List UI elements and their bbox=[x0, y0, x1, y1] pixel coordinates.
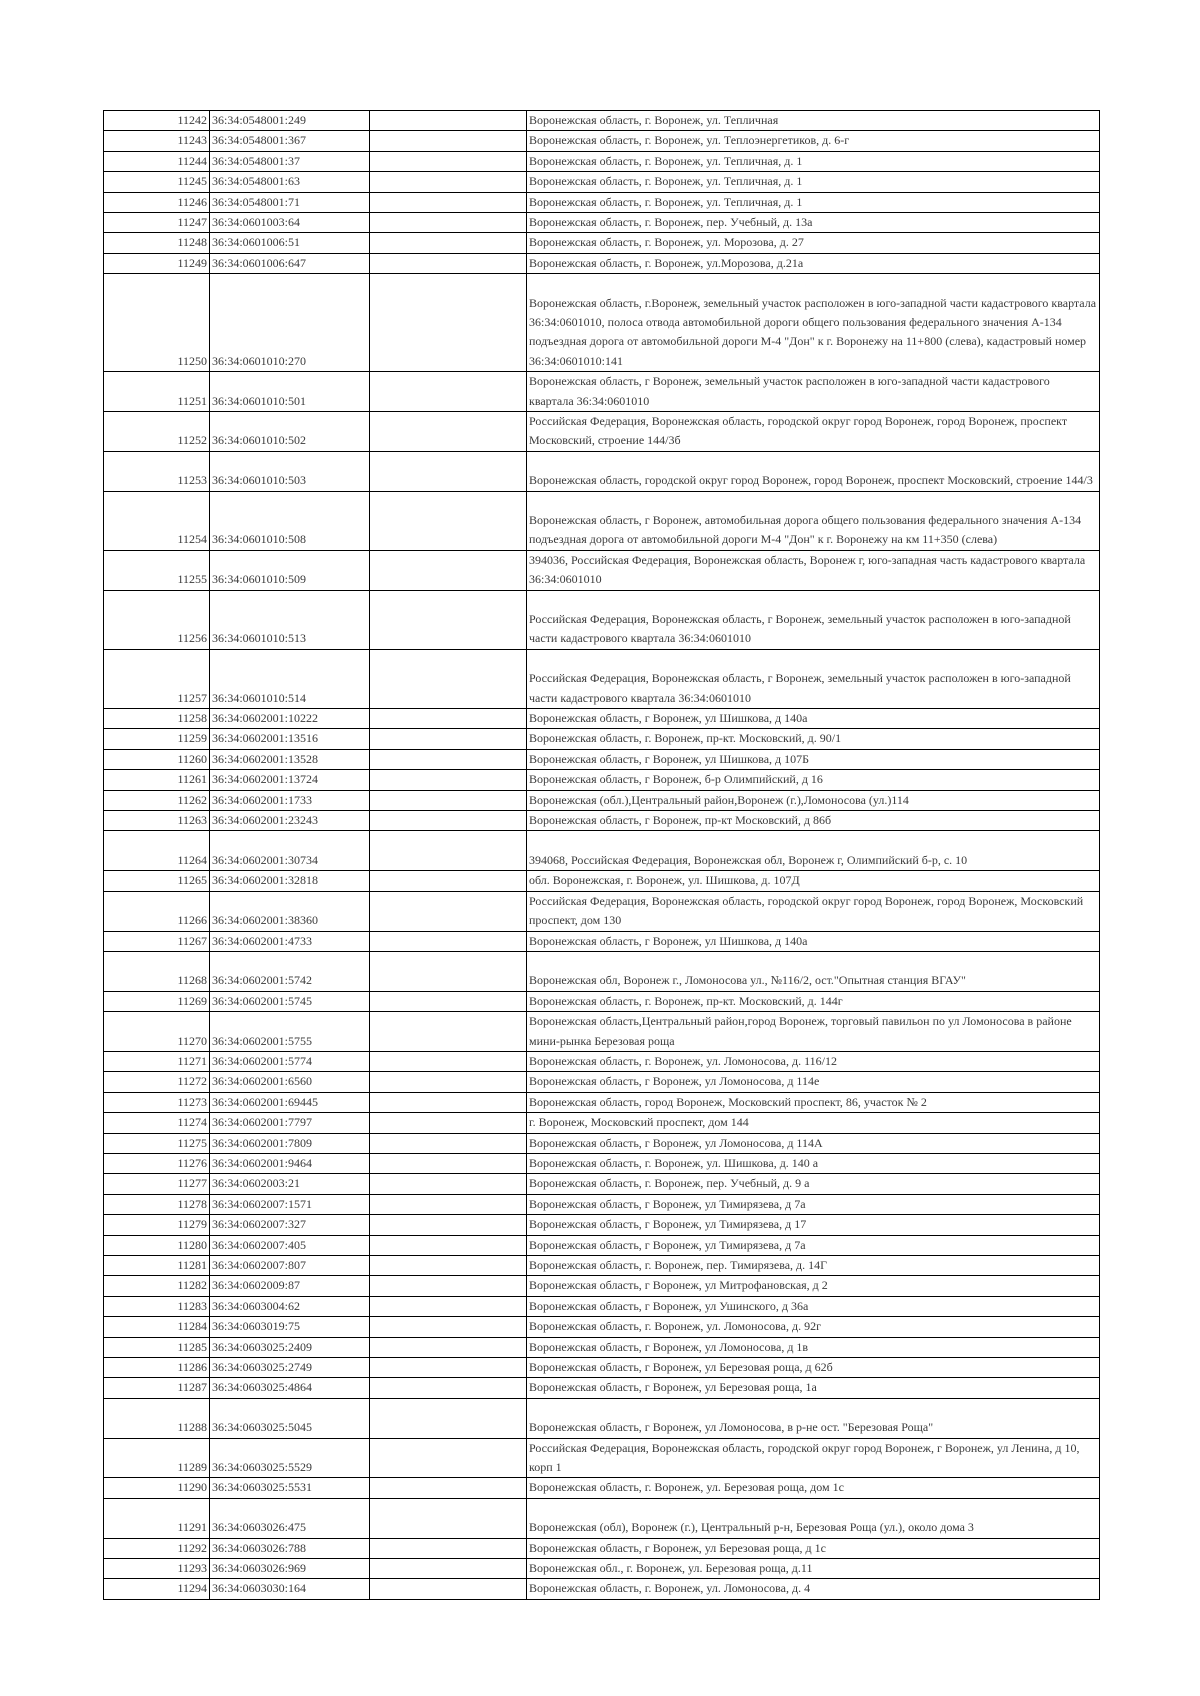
empty-cell bbox=[370, 770, 527, 790]
cadastral-number: 36:34:0602001:38360 bbox=[210, 891, 370, 931]
row-number: 11289 bbox=[104, 1438, 210, 1478]
row-number: 11284 bbox=[104, 1317, 210, 1337]
address: Воронежская область, г Воронеж, ул Митрофановская, д 2 bbox=[527, 1276, 1100, 1296]
cadastral-number: 36:34:0602001:13516 bbox=[210, 729, 370, 749]
address: Воронежская область, г. Воронеж, ул. Тепличная, д. 1 bbox=[527, 151, 1100, 171]
cadastral-number: 36:34:0603025:2409 bbox=[210, 1337, 370, 1357]
address: Воронежская область, г Воронеж, ул Тимирязева, д 7а bbox=[527, 1235, 1100, 1255]
table-row bbox=[104, 1478, 1100, 1498]
cadastral-number: 36:34:0548001:37 bbox=[210, 151, 370, 171]
address: Воронежская область, г. Воронеж, ул. Ломоносова, д. 92г bbox=[527, 1317, 1100, 1337]
table-row bbox=[104, 151, 1100, 171]
address: Воронежская (обл.),Центральный район,Воронеж (г.),Ломоносова (ул.)114 bbox=[527, 790, 1100, 810]
table-row bbox=[104, 1559, 1100, 1579]
empty-cell bbox=[370, 1276, 527, 1296]
row-number: 11268 bbox=[104, 951, 210, 991]
address: Воронежская область, г. Воронеж, ул. Шишкова, д. 140 а bbox=[527, 1153, 1100, 1173]
empty-cell bbox=[370, 372, 527, 412]
address: Воронежская область, г. Воронеж, ул. Тепличная bbox=[527, 111, 1100, 131]
table-row bbox=[104, 1337, 1100, 1357]
cadastral-number: 36:34:0601010:514 bbox=[210, 649, 370, 708]
row-number: 11290 bbox=[104, 1478, 210, 1498]
cadastral-number: 36:34:0602001:5774 bbox=[210, 1051, 370, 1071]
cadastral-number: 36:34:0603026:969 bbox=[210, 1559, 370, 1579]
cadastral-number: 36:34:0601006:51 bbox=[210, 233, 370, 253]
empty-cell bbox=[370, 1358, 527, 1378]
address: Воронежская область, г. Воронеж, ул. Тепличная, д. 1 bbox=[527, 192, 1100, 212]
empty-cell bbox=[370, 1235, 527, 1255]
cadastral-number: 36:34:0602001:10222 bbox=[210, 709, 370, 729]
address: 394036, Российская Федерация, Воронежская область, Воронеж г, юго-западная часть кадастрового квартала 36:34:0601010 bbox=[527, 550, 1100, 590]
row-number: 11263 bbox=[104, 811, 210, 831]
cadastral-number: 36:34:0601010:270 bbox=[210, 274, 370, 372]
row-number: 11287 bbox=[104, 1378, 210, 1398]
empty-cell bbox=[370, 111, 527, 131]
empty-cell bbox=[370, 1579, 527, 1599]
row-number: 11264 bbox=[104, 831, 210, 871]
table-row bbox=[104, 451, 1100, 491]
cadastral-number: 36:34:0602001:5755 bbox=[210, 1012, 370, 1052]
row-number: 11246 bbox=[104, 192, 210, 212]
cadastral-number: 36:34:0602001:69445 bbox=[210, 1092, 370, 1112]
address: Воронежская область, г Воронеж, ул Ломоносова, д 114А bbox=[527, 1133, 1100, 1153]
row-number: 11248 bbox=[104, 233, 210, 253]
cadastral-number: 36:34:0548001:71 bbox=[210, 192, 370, 212]
table-row bbox=[104, 372, 1100, 412]
address: Воронежская (обл), Воронеж (г.), Центральный р-н, Березовая Роща (ул.), около дома 3 bbox=[527, 1498, 1100, 1538]
cadastral-number: 36:34:0601010:513 bbox=[210, 590, 370, 649]
table-row bbox=[104, 1498, 1100, 1538]
address: Воронежская область, г. Воронеж, ул. Ломоносова, д. 4 bbox=[527, 1579, 1100, 1599]
table-row bbox=[104, 991, 1100, 1011]
empty-cell bbox=[370, 1215, 527, 1235]
row-number: 11293 bbox=[104, 1559, 210, 1579]
address: Воронежская область, г Воронеж, ул Ломоносова, в р-не ост. "Березовая Роща" bbox=[527, 1398, 1100, 1438]
table-row bbox=[104, 1092, 1100, 1112]
table-row bbox=[104, 709, 1100, 729]
empty-cell bbox=[370, 1538, 527, 1558]
address: Воронежская область, г Воронеж, ул Шишкова, д 107Б bbox=[527, 749, 1100, 769]
address: Воронежская область, г Воронеж, б-р Олимпийский, д 16 bbox=[527, 770, 1100, 790]
cadastral-number: 36:34:0602001:1733 bbox=[210, 790, 370, 810]
row-number: 11259 bbox=[104, 729, 210, 749]
row-number: 11255 bbox=[104, 550, 210, 590]
cadastral-number: 36:34:0602007:405 bbox=[210, 1235, 370, 1255]
empty-cell bbox=[370, 1153, 527, 1173]
cadastral-number: 36:34:0603025:2749 bbox=[210, 1358, 370, 1378]
empty-cell bbox=[370, 1296, 527, 1316]
empty-cell bbox=[370, 1133, 527, 1153]
cadastral-number: 36:34:0602009:87 bbox=[210, 1276, 370, 1296]
empty-cell bbox=[370, 1337, 527, 1357]
address: Воронежская область, г. Воронеж, ул. Морозова, д. 27 bbox=[527, 233, 1100, 253]
empty-cell bbox=[370, 131, 527, 151]
row-number: 11269 bbox=[104, 991, 210, 1011]
address: Воронежская область, г. Воронеж, ул.Морозова, д.21а bbox=[527, 253, 1100, 273]
empty-cell bbox=[370, 891, 527, 931]
row-number: 11272 bbox=[104, 1072, 210, 1092]
table-row bbox=[104, 253, 1100, 273]
table-row bbox=[104, 111, 1100, 131]
empty-cell bbox=[370, 1072, 527, 1092]
address: Воронежская область, г. Воронеж, ул. Тепличная, д. 1 bbox=[527, 172, 1100, 192]
table-row bbox=[104, 1072, 1100, 1092]
cadastral-number: 36:34:0548001:367 bbox=[210, 131, 370, 151]
cadastral-number: 36:34:0602007:1571 bbox=[210, 1194, 370, 1214]
row-number: 11256 bbox=[104, 590, 210, 649]
cadastral-number: 36:34:0602001:13528 bbox=[210, 749, 370, 769]
cadastral-number: 36:34:0601006:647 bbox=[210, 253, 370, 273]
row-number: 11245 bbox=[104, 172, 210, 192]
table-row bbox=[104, 811, 1100, 831]
document-table bbox=[103, 110, 1100, 1600]
address: Воронежская область, г Воронеж, ул Шишкова, д 140а bbox=[527, 931, 1100, 951]
empty-cell bbox=[370, 213, 527, 233]
cadastral-number: 36:34:0601010:501 bbox=[210, 372, 370, 412]
empty-cell bbox=[370, 1255, 527, 1275]
empty-cell bbox=[370, 491, 527, 550]
address: Воронежская область, г. Воронеж, пр-кт. Московский, д. 90/1 bbox=[527, 729, 1100, 749]
table-row bbox=[104, 1579, 1100, 1599]
cadastral-number: 36:34:0603019:75 bbox=[210, 1317, 370, 1337]
empty-cell bbox=[370, 1317, 527, 1337]
address: Воронежская область, г Воронеж, ул Березовая роща, д 62б bbox=[527, 1358, 1100, 1378]
address: Воронежская обл., г. Воронеж, ул. Березовая роща, д.11 bbox=[527, 1559, 1100, 1579]
cadastral-number: 36:34:0603004:62 bbox=[210, 1296, 370, 1316]
table-row bbox=[104, 790, 1100, 810]
cadastral-number: 36:34:0603026:788 bbox=[210, 1538, 370, 1558]
cadastral-number: 36:34:0603025:4864 bbox=[210, 1378, 370, 1398]
empty-cell bbox=[370, 1438, 527, 1478]
empty-cell bbox=[370, 151, 527, 171]
empty-cell bbox=[370, 412, 527, 452]
address: г. Воронеж, Московский проспект, дом 144 bbox=[527, 1113, 1100, 1133]
cadastral-number: 36:34:0602001:5745 bbox=[210, 991, 370, 1011]
table-row bbox=[104, 1378, 1100, 1398]
table-row bbox=[104, 1174, 1100, 1194]
table-row bbox=[104, 1153, 1100, 1173]
cadastral-number: 36:34:0602001:7809 bbox=[210, 1133, 370, 1153]
address: Российская Федерация, Воронежская область, городской округ город Воронеж, город Воронеж, проспект Московский, строение 144/3б bbox=[527, 412, 1100, 452]
table-row bbox=[104, 412, 1100, 452]
empty-cell bbox=[370, 811, 527, 831]
cadastral-number: 36:34:0602001:4733 bbox=[210, 931, 370, 951]
row-number: 11291 bbox=[104, 1498, 210, 1538]
empty-cell bbox=[370, 1478, 527, 1498]
empty-cell bbox=[370, 931, 527, 951]
address: Воронежская область, г Воронеж, ул Березовая роща, 1а bbox=[527, 1378, 1100, 1398]
address: Воронежская область, г. Воронеж, пер. Тимирязева, д. 14Г bbox=[527, 1255, 1100, 1275]
row-number: 11275 bbox=[104, 1133, 210, 1153]
address: обл. Воронежская, г. Воронеж, ул. Шишкова, д. 107Д bbox=[527, 871, 1100, 891]
table-row bbox=[104, 1296, 1100, 1316]
table-row bbox=[104, 729, 1100, 749]
cadastral-number: 36:34:0602007:327 bbox=[210, 1215, 370, 1235]
cadastral-number: 36:34:0601010:502 bbox=[210, 412, 370, 452]
empty-cell bbox=[370, 1378, 527, 1398]
cadastral-number: 36:34:0602001:23243 bbox=[210, 811, 370, 831]
row-number: 11282 bbox=[104, 1276, 210, 1296]
empty-cell bbox=[370, 1398, 527, 1438]
row-number: 11249 bbox=[104, 253, 210, 273]
table-row bbox=[104, 1398, 1100, 1438]
address: Воронежская область, город Воронеж, Московский проспект, 86, участок № 2 bbox=[527, 1092, 1100, 1112]
address: Воронежская обл, Воронеж г., Ломоносова ул., №116/2, ост."Опытная станция ВГАУ" bbox=[527, 951, 1100, 991]
row-number: 11261 bbox=[104, 770, 210, 790]
cadastral-number: 36:34:0602001:13724 bbox=[210, 770, 370, 790]
table-row bbox=[104, 1215, 1100, 1235]
empty-cell bbox=[370, 709, 527, 729]
table-row bbox=[104, 550, 1100, 590]
row-number: 11257 bbox=[104, 649, 210, 708]
row-number: 11292 bbox=[104, 1538, 210, 1558]
row-number: 11267 bbox=[104, 931, 210, 951]
row-number: 11274 bbox=[104, 1113, 210, 1133]
row-number: 11260 bbox=[104, 749, 210, 769]
table-row bbox=[104, 1276, 1100, 1296]
row-number: 11252 bbox=[104, 412, 210, 452]
row-number: 11288 bbox=[104, 1398, 210, 1438]
table-row bbox=[104, 233, 1100, 253]
row-number: 11270 bbox=[104, 1012, 210, 1052]
empty-cell bbox=[370, 991, 527, 1011]
empty-cell bbox=[370, 1174, 527, 1194]
row-number: 11277 bbox=[104, 1174, 210, 1194]
row-number: 11254 bbox=[104, 491, 210, 550]
cadastral-number: 36:34:0603025:5045 bbox=[210, 1398, 370, 1438]
empty-cell bbox=[370, 1498, 527, 1538]
row-number: 11285 bbox=[104, 1337, 210, 1357]
row-number: 11276 bbox=[104, 1153, 210, 1173]
row-number: 11280 bbox=[104, 1235, 210, 1255]
table-row bbox=[104, 1358, 1100, 1378]
empty-cell bbox=[370, 253, 527, 273]
table-row bbox=[104, 1235, 1100, 1255]
row-number: 11278 bbox=[104, 1194, 210, 1214]
empty-cell bbox=[370, 649, 527, 708]
cadastral-number: 36:34:0602001:5742 bbox=[210, 951, 370, 991]
table-row bbox=[104, 1255, 1100, 1275]
cadastral-number: 36:34:0603030:164 bbox=[210, 1579, 370, 1599]
row-number: 11262 bbox=[104, 790, 210, 810]
table-row bbox=[104, 213, 1100, 233]
empty-cell bbox=[370, 951, 527, 991]
row-number: 11258 bbox=[104, 709, 210, 729]
cadastral-number: 36:34:0603026:475 bbox=[210, 1498, 370, 1538]
table-row bbox=[104, 192, 1100, 212]
table-row bbox=[104, 649, 1100, 708]
row-number: 11273 bbox=[104, 1092, 210, 1112]
address: 394068, Российская Федерация, Воронежская обл, Воронеж г, Олимпийский б-р, с. 10 bbox=[527, 831, 1100, 871]
empty-cell bbox=[370, 172, 527, 192]
row-number: 11250 bbox=[104, 274, 210, 372]
empty-cell bbox=[370, 274, 527, 372]
table-row bbox=[104, 1438, 1100, 1478]
row-number: 11279 bbox=[104, 1215, 210, 1235]
address: Воронежская область, г Воронеж, автомобильная дорога общего пользования федерального значения А-134 подъездная дорога от автомобильной дороги М-4 "Дон" к г. Воронежу на км 11+350 (слева) bbox=[527, 491, 1100, 550]
table-row bbox=[104, 1133, 1100, 1153]
address: Воронежская область, городской округ город Воронеж, город Воронеж, проспект Московский, строение 144/3 bbox=[527, 451, 1100, 491]
row-number: 11244 bbox=[104, 151, 210, 171]
empty-cell bbox=[370, 831, 527, 871]
empty-cell bbox=[370, 1012, 527, 1052]
cadastral-number: 36:34:0601010:508 bbox=[210, 491, 370, 550]
row-number: 11242 bbox=[104, 111, 210, 131]
address: Воронежская область, г Воронеж, ул Тимирязева, д 17 bbox=[527, 1215, 1100, 1235]
cadastral-number: 36:34:0602001:9464 bbox=[210, 1153, 370, 1173]
table-row bbox=[104, 1538, 1100, 1558]
table-row bbox=[104, 871, 1100, 891]
cadastral-number: 36:34:0548001:63 bbox=[210, 172, 370, 192]
address: Воронежская область, г. Воронеж, ул. Березовая роща, дом 1с bbox=[527, 1478, 1100, 1498]
table-row bbox=[104, 590, 1100, 649]
address: Российская Федерация, Воронежская область, городской округ город Воронеж, город Воронеж, Московский проспект, дом 130 bbox=[527, 891, 1100, 931]
empty-cell bbox=[370, 590, 527, 649]
row-number: 11294 bbox=[104, 1579, 210, 1599]
empty-cell bbox=[370, 1113, 527, 1133]
table-row bbox=[104, 951, 1100, 991]
address: Воронежская область, г. Воронеж, ул. Ломоносова, д. 116/12 bbox=[527, 1051, 1100, 1071]
empty-cell bbox=[370, 790, 527, 810]
cadastral-number: 36:34:0602003:21 bbox=[210, 1174, 370, 1194]
address: Воронежская область, г Воронеж, ул Березовая роща, д 1с bbox=[527, 1538, 1100, 1558]
cadastral-number: 36:34:0602001:32818 bbox=[210, 871, 370, 891]
table-row bbox=[104, 931, 1100, 951]
empty-cell bbox=[370, 233, 527, 253]
empty-cell bbox=[370, 749, 527, 769]
table-row bbox=[104, 131, 1100, 151]
row-number: 11286 bbox=[104, 1358, 210, 1378]
cadastral-number: 36:34:0601010:509 bbox=[210, 550, 370, 590]
cadastral-number: 36:34:0601003:64 bbox=[210, 213, 370, 233]
table-row bbox=[104, 770, 1100, 790]
table-body bbox=[104, 111, 1100, 1600]
row-number: 11243 bbox=[104, 131, 210, 151]
table-row bbox=[104, 1113, 1100, 1133]
table-row bbox=[104, 891, 1100, 931]
address: Воронежская область, г. Воронеж, ул. Теплоэнергетиков, д. 6-г bbox=[527, 131, 1100, 151]
table-row bbox=[104, 831, 1100, 871]
address: Российская Федерация, Воронежская область, городской округ город Воронеж, г Воронеж, ул Ленина, д 10, корп 1 bbox=[527, 1438, 1100, 1478]
empty-cell bbox=[370, 1194, 527, 1214]
cadastral-number: 36:34:0602007:807 bbox=[210, 1255, 370, 1275]
row-number: 11251 bbox=[104, 372, 210, 412]
row-number: 11271 bbox=[104, 1051, 210, 1071]
address: Воронежская область, г Воронеж, ул Ломоносова, д 1в bbox=[527, 1337, 1100, 1357]
address: Воронежская область, г Воронеж, ул Ушинского, д 36а bbox=[527, 1296, 1100, 1316]
cadastral-number: 36:34:0603025:5529 bbox=[210, 1438, 370, 1478]
address: Воронежская область, г. Воронеж, пр-кт. Московский, д. 144г bbox=[527, 991, 1100, 1011]
row-number: 11266 bbox=[104, 891, 210, 931]
empty-cell bbox=[370, 1092, 527, 1112]
address: Воронежская область,Центральный район,город Воронеж, торговый павильон по ул Ломоносова в районе мини-рынка Березовая роща bbox=[527, 1012, 1100, 1052]
cadastral-number: 36:34:0548001:249 bbox=[210, 111, 370, 131]
address: Российская Федерация, Воронежская область, г Воронеж, земельный участок расположен в юго-западной части кадастрового квартала 36:34:0601010 bbox=[527, 590, 1100, 649]
empty-cell bbox=[370, 550, 527, 590]
cadastral-number: 36:34:0602001:30734 bbox=[210, 831, 370, 871]
table-row bbox=[104, 1317, 1100, 1337]
address: Воронежская область, г. Воронеж, пер. Учебный, д. 13а bbox=[527, 213, 1100, 233]
table-row bbox=[104, 491, 1100, 550]
cadastral-number: 36:34:0602001:7797 bbox=[210, 1113, 370, 1133]
address: Воронежская область, г Воронеж, пр-кт Московский, д 86б bbox=[527, 811, 1100, 831]
address: Воронежская область, г Воронеж, ул Ломоносова, д 114е bbox=[527, 1072, 1100, 1092]
empty-cell bbox=[370, 1559, 527, 1579]
cadastral-number: 36:34:0601010:503 bbox=[210, 451, 370, 491]
table-row bbox=[104, 1051, 1100, 1071]
table-row bbox=[104, 749, 1100, 769]
address: Воронежская область, г Воронеж, земельный участок расположен в юго-западной части кадастрового квартала 36:34:0601010 bbox=[527, 372, 1100, 412]
table-row bbox=[104, 1012, 1100, 1052]
row-number: 11253 bbox=[104, 451, 210, 491]
empty-cell bbox=[370, 1051, 527, 1071]
address: Воронежская область, г. Воронеж, пер. Учебный, д. 9 а bbox=[527, 1174, 1100, 1194]
table-row bbox=[104, 1194, 1100, 1214]
empty-cell bbox=[370, 451, 527, 491]
row-number: 11265 bbox=[104, 871, 210, 891]
address: Воронежская область, г Воронеж, ул Тимирязева, д 7а bbox=[527, 1194, 1100, 1214]
table-row bbox=[104, 274, 1100, 372]
empty-cell bbox=[370, 871, 527, 891]
address: Воронежская область, г Воронеж, ул Шишкова, д 140а bbox=[527, 709, 1100, 729]
address: Российская Федерация, Воронежская область, г Воронеж, земельный участок расположен в юго-западной части кадастрового квартала 36:34:0601010 bbox=[527, 649, 1100, 708]
table-row bbox=[104, 172, 1100, 192]
empty-cell bbox=[370, 729, 527, 749]
row-number: 11281 bbox=[104, 1255, 210, 1275]
row-number: 11247 bbox=[104, 213, 210, 233]
cadastral-number: 36:34:0603025:5531 bbox=[210, 1478, 370, 1498]
address: Воронежская область, г.Воронеж, земельный участок расположен в юго-западной части кадастрового квартала 36:34:0601010, полоса отвода автомобильной дороги общего пользования федерального значения А-134 подъездная дорога от автомобильной дороги М-4 "Дон" к г. Воронежу на 11+800 (слева), кадастровый номер 36:34:0601010:141 bbox=[527, 274, 1100, 372]
empty-cell bbox=[370, 192, 527, 212]
cadastral-number: 36:34:0602001:6560 bbox=[210, 1072, 370, 1092]
row-number: 11283 bbox=[104, 1296, 210, 1316]
